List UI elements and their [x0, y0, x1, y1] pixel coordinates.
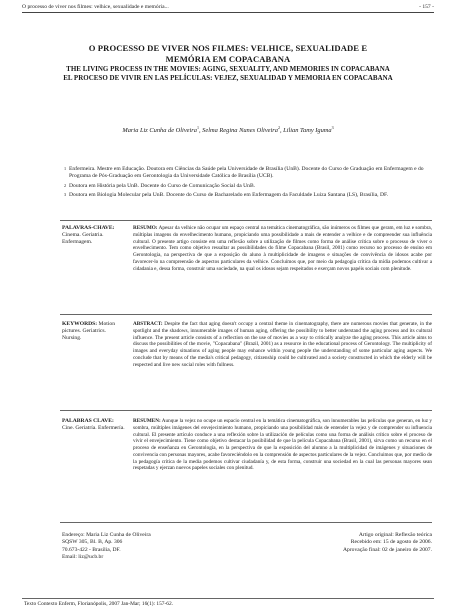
section-divider [60, 410, 432, 411]
approval-date: Aprovação final: 02 de janeiro de 2007. [342, 546, 432, 553]
affiliation-text: Enfermeira. Mestre em Educação. Doutora em Ciências da Saúde pela Universidade de Brasília (UnB). Docente do Curso de Graduação em Enfermagem e do Programa de Pós-Graduação em Gerontologia da Universidade Católica de Brasília (UCB). [69, 166, 424, 180]
abstract-text: Despite the fact that aging doesn't occupy a central theme in cinematography, there are numerous movies that generate, in the spotlight and the shadows, innumerable images of human aging, offering the possibility to better understand the aging process and its cultural influence. The present article consists of a reflection on the use of movies as a way to critically analyze the aging process. This article aims to discuss the possibilities of the movie, "Copacabana" (Brazil, 2001) as a resource in the educational process of Gerontology. The multiplicity of images and everyday situations of aging people may enhance within young people the understanding of some particular aging aspects. We conclude that by means of the media's critical pedagogy, citizenship could be cultivated and a society constructed in which the elderly will be respected and live new social roles with fullness. [133, 321, 432, 368]
affiliation-text: Doutora em História pela UnB. Docente do Curso de Comunicação Social da UnB. [69, 182, 256, 189]
keywords-text: Cinema. Geriatria. Enfermagem. [62, 232, 104, 246]
section-divider [60, 314, 432, 315]
address-street: SQSW 305, Bl. B, Ap. 306 [62, 539, 123, 546]
keywords-label: PALABRAS CLAVE: [62, 418, 114, 424]
author-list [40, 125, 416, 134]
author-name: Maria Liz Cunha de Oliveira [122, 127, 197, 135]
title-spanish: EL PROCESO DE VIVIR EN LAS PELÍCULAS: VEJEZ, SEXUALIDAD Y MEMORIA EN COPACABANA [63, 73, 393, 82]
received-date: Recebido em: 15 de agosto de 2006. [350, 539, 432, 546]
abstract-label: RESUMEN: [133, 418, 161, 424]
author-separator: , [279, 127, 284, 135]
running-head-title: O processo de viver nos filmes: velhice, sexualidade e memória... [22, 4, 169, 10]
author-name: Selma Regina Nunes Oliveira [202, 127, 278, 135]
author-sup: 2 [277, 125, 280, 130]
article-type: Artigo original: Reflexão teórica [358, 532, 432, 538]
affiliations [64, 166, 430, 202]
keywords-text: Motion pictures. Geriatrics. Nursing. [62, 321, 116, 342]
title-block [40, 43, 416, 82]
affiliation-number: 2 [64, 182, 67, 188]
journal-citation: Texto Contexto Enferm, Florianópolis, 2007 Jan-Mar; 16(1): 157-62. [24, 601, 174, 607]
author-separator: , [198, 127, 203, 135]
affiliation-number: 1 [64, 166, 67, 171]
title-portuguese-line2: MEMÓRIA EM COPACABANA [165, 54, 291, 64]
author-sup: 1 [196, 125, 199, 130]
keywords-es [62, 418, 125, 432]
abstract-label: RESUMO: [133, 225, 158, 231]
correspondence-address [62, 532, 151, 561]
address-name: Endereço: Maria Liz Cunha de Oliveira [62, 532, 151, 538]
article-metadata [343, 532, 432, 554]
abstract-pt [133, 225, 432, 272]
abstract-en [133, 321, 432, 368]
abstract-label: ABSTRACT: [133, 321, 163, 327]
keywords-label: KEYWORDS: [62, 321, 98, 327]
running-head [22, 4, 434, 10]
affiliation-item [64, 192, 430, 199]
section-divider [60, 522, 432, 523]
affiliation-number: 3 [64, 192, 67, 198]
keywords-label: PALAVRAS-CHAVE: [62, 225, 115, 231]
author-sup: 3 [331, 125, 334, 130]
address-email: Email: liz@ucb.br [62, 553, 104, 560]
header-rule [22, 12, 434, 13]
keywords-en [62, 321, 125, 343]
abstract-es [133, 418, 432, 472]
keywords-pt [62, 225, 125, 247]
page-number: - 157 - [419, 4, 434, 10]
affiliation-text: Doutora em Biologia Molecular pela UnB. Docente do Curso de Bacharelado em Enfermagem da Faculdade Luiza Santana (LS), Brasília, DF. [69, 192, 389, 199]
keywords-text: Cine. Geriatría. Enfermería. [62, 425, 125, 432]
affiliation-item [64, 183, 430, 190]
abstract-text: Apesar da velhice não ocupar um espaço central na temática cinematográfica, são inúmeros os filmes que geram, em luz e sombra, múltiplas imagens do envelhecimento humano, propiciando uma possibilidade a mais de entender a velhice e de compreender sua influência cultural. O presente artigo consiste em uma reflexão sobre a utilização de filmes como forma de análise crítica sobre o processo de viver o envelhecimento. Tem como objetivo ressaltar as possibilidades do filme Copacabana (Brasil, 2001) como recurso no processo de ensino em Gerontologia, na perspectiva de que a exposição do aluno à multiplicidade de imagens e situações de convivência de idosos acabe por favorecer-lo na compreensão de aspectos particulares da velhice. Concluímos que, por meio da pedagogia crítica da mídia podemos cultivar a cidadania e, dessa forma, construir uma sociedade, na qual os idosos sejam respeitados e exerçam novos papéis sociais com plenitude. [133, 225, 432, 272]
address-city: 70.673-422 - Brasília, DF. [62, 546, 121, 553]
footer-rule [22, 598, 434, 599]
author-name: Lilian Tamy Iguma [283, 127, 332, 135]
title-english: THE LIVING PROCESS IN THE MOVIES: AGING, SEXUALITY, AND MEMORIES IN COPACABANA [66, 65, 390, 73]
abstract-text: Aunque la vejez no ocupe un espacio central en la temática cinematográfica, son innumerables las películas que generan, en luz y sombra, múltiples imágenes del envejecimiento humano, propiciando una posibilidad más de entender la vejez y de comprender su influencia cultural. El presente artículo conduce a una reflexión sobre la utilización de películas como una forma de análisis crítico sobre el proceso de vivir el envejecimiento. Tiene como objetivo destacar la posibilidad de que la película Copacabana (Brasil, 2001), sirva como un recurso en el proceso de enseñanza en Gerontología, en la perspectiva de que la exposición del alumno a la multiplicidad de imágenes y situaciones de convivencia con personas mayores, acabe favoreciéndolo en la comprensión de aspectos particulares de la vejez. Concluimos que, por medio de la pedagogía crítica de la media podemos cultivar ciudadanía y, de esta forma, construir una sociedad en la cual las personas mayores sean respetadas y ejerzan nuevos papeles sociales con plenitud. [133, 418, 432, 472]
title-portuguese-line1: O PROCESSO DE VIVER NOS FILMES: VELHICE, SEXUALIDADE E [88, 43, 368, 53]
section-divider [60, 220, 432, 221]
affiliation-item [64, 166, 430, 181]
